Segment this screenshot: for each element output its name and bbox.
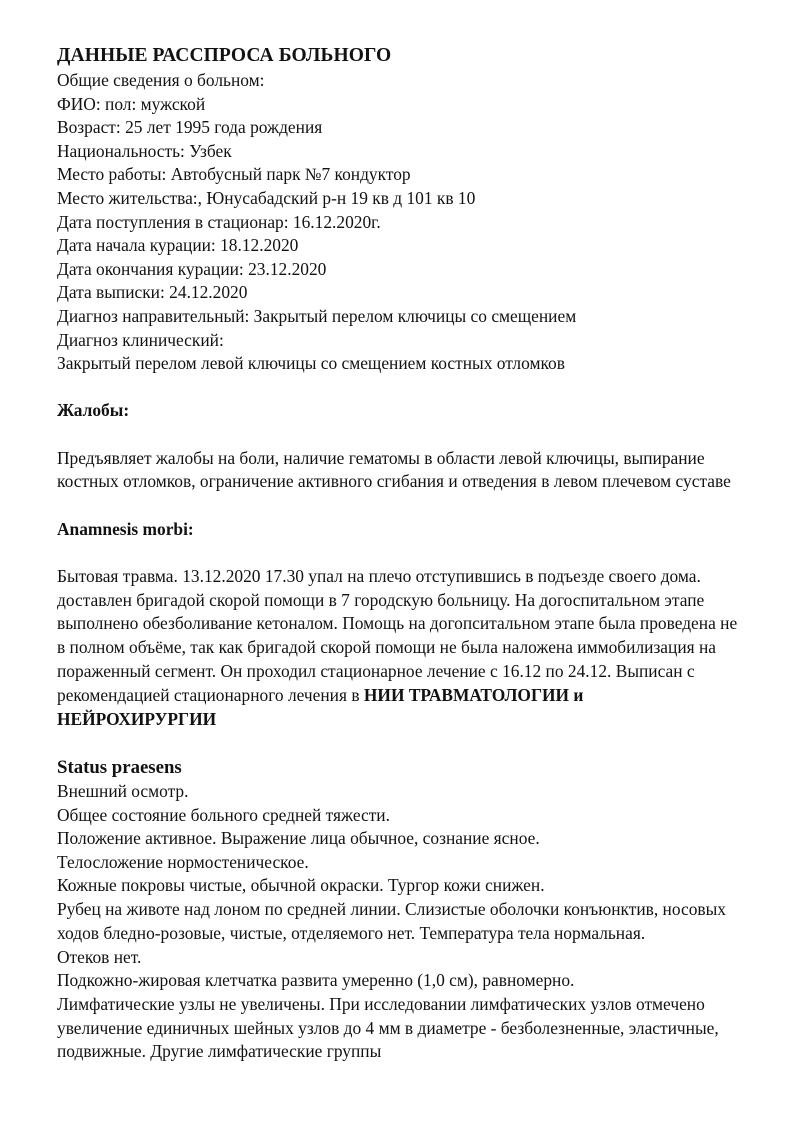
spacer-after-anamnesis-heading	[57, 541, 740, 565]
anamnesis-morbi-body: Бытовая травма. 13.12.2020 17.30 упал на плечо отступившись в подъезде своего дома. доставлен бригадой скорой помощи в 7 городскую больницу. На догоспитальном этапе выполнено обезболивание кетоналом. Помощь на догопситальном этапе была проведена не в полном объёме, так как бригадой скорой помощи не была наложена иммобилизация на пораженный сегмент. Он проходил стационарное лечение с 16.12 по 24.12. Выписан с рекомендацией стационарного лечения в	[57, 565, 738, 705]
spacer-before-status	[57, 731, 740, 755]
info-line-referral-diagnosis: Диагноз направительный: Закрытый перелом ключицы со смещением	[57, 305, 577, 326]
general-info-section	[57, 69, 740, 376]
status-line-edema: Отеков нет.	[57, 946, 142, 967]
info-line-curation-end: Дата окончания курации: 23.12.2020	[57, 258, 327, 279]
status-line-external-exam: Внешний осмотр.	[57, 781, 189, 802]
info-line-curation-start: Дата начала курации: 18.12.2020	[57, 235, 299, 256]
info-line-clinical-diagnosis-label: Диагноз клинический:	[57, 329, 224, 350]
complaints-heading: Жалобы:	[57, 400, 130, 421]
status-praesens-section	[57, 755, 740, 1064]
status-line-general-condition: Общее состояние больного средней тяжести.	[57, 804, 390, 825]
complaints-text: Предъявляет жалобы на боли, наличие гематомы в области левой ключицы, выпирание костных отломков, ограничение активного сгибания и отведения в левом плечевом суставе	[57, 447, 731, 492]
info-line-age: Возраст: 25 лет 1995 года рождения	[57, 117, 323, 138]
info-line-workplace: Место работы: Автобусный парк №7 кондуктор	[57, 164, 411, 185]
complaints-section	[57, 399, 740, 494]
info-line-nationality: Национальность: Узбек	[57, 140, 232, 161]
general-info-heading: Общие сведения о больном:	[57, 70, 265, 90]
spacer-after-complaints-heading	[57, 423, 740, 447]
info-line-clinical-diagnosis-value: Закрытый перелом левой ключицы со смещением костных отломков	[57, 353, 565, 374]
info-line-admission-date: Дата поступления в стационар: 16.12.2020г.	[57, 211, 381, 232]
status-paragraph-scar-mucosa: Рубец на животе над лоном по средней линии. Слизистые оболочки конъюнктив, носовых ходов бледно-розовые, чистые, отделяемого нет. Температура тела нормальная.	[57, 899, 726, 943]
status-line-position: Положение активное. Выражение лица обычное, сознание ясное.	[57, 828, 540, 849]
anamnesis-morbi-institute: НИИ ТРАВМАТОЛОГИИ и НЕЙРОХИРУРГИИ	[57, 684, 584, 729]
spacer-before-complaints	[57, 376, 740, 400]
info-line-fio: ФИО: пол: мужской	[57, 93, 206, 114]
spacer-before-anamnesis	[57, 494, 740, 518]
status-line-skin: Кожные покровы чистые, обычной окраски. Тургор кожи снижен.	[57, 875, 545, 896]
page-title: ДАННЫЕ РАССПРОСА БОЛЬНОГО	[57, 45, 392, 66]
info-line-discharge-date: Дата выписки: 24.12.2020	[57, 282, 248, 303]
status-praesens-heading: Status praesens	[57, 757, 182, 779]
anamnesis-morbi-section	[57, 518, 740, 732]
status-line-subcutaneous-fat: Подкожно-жировая клетчатка развита умеренно (1,0 см), равномерно.	[57, 970, 575, 991]
status-line-build: Телосложение нормостеническое.	[57, 851, 309, 872]
status-paragraph-lymph-nodes: Лимфатические узлы не увеличены. При исследовании лимфатических узлов отмечено увеличение единичных шейных узлов до 4 мм в диаметре - безболезненные, эластичные, подвижные. Другие лимфатические группы	[57, 993, 719, 1062]
anamnesis-morbi-heading: Anamnesis morbi:	[57, 518, 194, 539]
info-line-residence: Место жительства:, Юнусабадский р-н 19 кв д 101 кв 10	[57, 187, 476, 208]
anamnesis-morbi-text	[57, 565, 740, 732]
